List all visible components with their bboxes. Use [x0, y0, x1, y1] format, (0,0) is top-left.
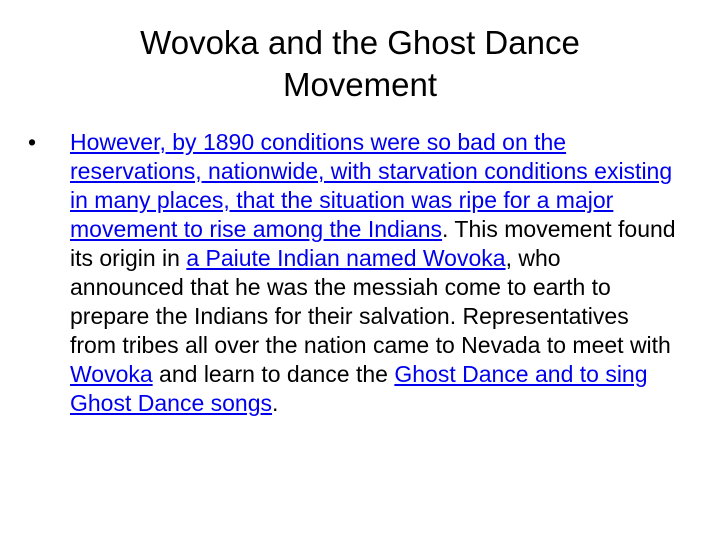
bullet-icon: • — [28, 129, 37, 155]
paragraph-text-4: . — [272, 390, 279, 416]
slide-title — [60, 22, 660, 106]
paragraph-text-1: . This movement found its origin in — [70, 216, 676, 271]
bullet-paragraph — [70, 128, 678, 418]
wovoka-link[interactable]: Wovoka — [70, 361, 153, 387]
bullet-item — [28, 128, 678, 418]
paiute-indian-wovoka-link[interactable]: a Paiute Indian named Wovoka — [186, 245, 506, 271]
slide-title-line2: Movement — [282, 66, 438, 103]
reservation-conditions-link[interactable]: However, by 1890 conditions were so bad on the reservations, nationwide, with starvation conditions existing in many places, that the situation was ripe for a major movement to rise among the Indians — [70, 129, 673, 242]
slide-title-line1: Wovoka and the Ghost Dance — [140, 24, 580, 61]
paragraph-text-3: and learn to dance the — [152, 361, 395, 387]
paragraph-text-2: , who announced that he was the messiah come to earth to prepare the Indians for their salvation. Representatives from tribes all over the nation came to Nevada to meet with — [70, 245, 671, 358]
slide-body — [28, 128, 678, 418]
ghost-dance-songs-link[interactable]: Ghost Dance and to sing Ghost Dance songs — [70, 361, 648, 416]
